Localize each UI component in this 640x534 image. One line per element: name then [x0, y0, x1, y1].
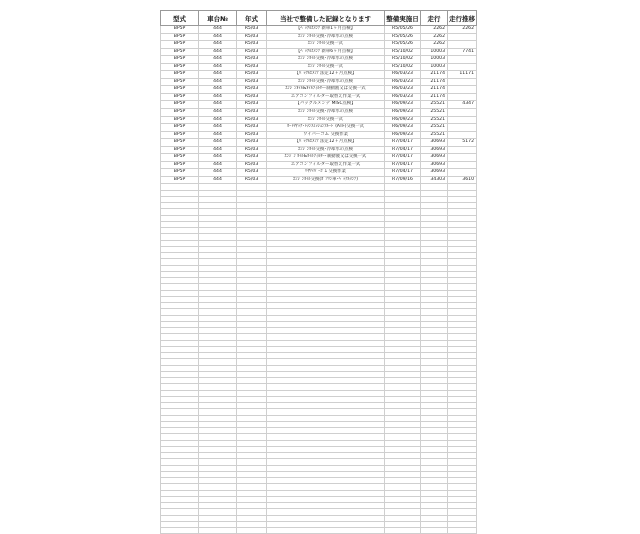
table-row: [161, 71, 477, 79]
table-row: [161, 116, 477, 124]
cell-work-description: エアコンフィルター取替え作業一式: [267, 161, 385, 169]
cell-mileage-trend: [448, 56, 477, 64]
cell-work-description: ｴﾝｼﾞﾝｵｲﾙ交換･冷却水の点検: [267, 109, 385, 117]
cell-model: BP5P: [161, 93, 199, 101]
cell-chassis-number: 444: [199, 71, 237, 79]
cell-model: BP5P: [161, 78, 199, 86]
cell-service-date: R5/05/26: [385, 41, 421, 49]
cell-service-date: R6/09/23: [385, 124, 421, 132]
cell-model: BP5P: [161, 176, 199, 184]
cell-mileage-trend: [448, 131, 477, 139]
cell-model: BP5P: [161, 109, 199, 117]
cell-model: BP5P: [161, 101, 199, 109]
maintenance-record-sheet: [160, 10, 476, 534]
cell-chassis-number: 444: [199, 101, 237, 109]
cell-model-year: R5/03: [237, 139, 267, 147]
cell-mileage: 2262: [421, 33, 448, 41]
table-row: [161, 169, 477, 177]
table-row: [161, 101, 477, 109]
cell-chassis-number: 444: [199, 176, 237, 184]
cell-chassis-number: 444: [199, 78, 237, 86]
record-rows: [161, 26, 477, 184]
cell-mileage: 10003: [421, 56, 448, 64]
cell-service-date: R7/04/17: [385, 161, 421, 169]
header-service-date: 整備実施日: [385, 11, 421, 26]
cell-model-year: R5/03: [237, 154, 267, 162]
table-row: [161, 139, 477, 147]
cell-work-description: ｴﾝｼﾞﾝｵｲﾙ交換･冷却水の点検: [267, 146, 385, 154]
cell-mileage: 25521: [421, 101, 448, 109]
header-chassis-number: 車台№: [199, 11, 237, 26]
cell-work-description: ｴﾝｼﾞﾝｵｲﾙ交換･冷却水の点検: [267, 78, 385, 86]
header-mileage: 走行: [421, 11, 448, 26]
table-row: [161, 93, 477, 101]
cell-chassis-number: 444: [199, 86, 237, 94]
empty-row: [161, 528, 477, 534]
cell-mileage-trend: [448, 86, 477, 94]
cell-model: BP5P: [161, 41, 199, 49]
cell-chassis-number: 444: [199, 33, 237, 41]
cell-chassis-number: 444: [199, 109, 237, 117]
cell-service-date: R7/09/16: [385, 176, 421, 184]
cell-model: BP5P: [161, 139, 199, 147]
table-row: [161, 48, 477, 56]
table-row: [161, 161, 477, 169]
cell-chassis-number: 444: [199, 139, 237, 147]
cell-model-year: R5/03: [237, 146, 267, 154]
cell-service-date: R6/09/23: [385, 116, 421, 124]
cell-service-date: R5/10/02: [385, 63, 421, 71]
cell-mileage-trend: [448, 124, 477, 132]
cell-mileage: 25521: [421, 109, 448, 117]
cell-model: BP5P: [161, 116, 199, 124]
table-row: [161, 86, 477, 94]
cell-work-description: ワイパーゴム 交換作業: [267, 131, 385, 139]
cell-model: BP5P: [161, 26, 199, 34]
empty-cell: [267, 528, 385, 534]
cell-mileage-trend: 2262: [448, 26, 477, 34]
cell-service-date: R7/04/17: [385, 154, 421, 162]
cell-service-date: R6/09/23: [385, 109, 421, 117]
cell-mileage-trend: [448, 93, 477, 101]
cell-work-description: ｴﾝｼﾞﾝｵｲﾙ交換･冷却水の点検: [267, 33, 385, 41]
cell-mileage-trend: [448, 116, 477, 124]
cell-model-year: R5/03: [237, 48, 267, 56]
cell-chassis-number: 444: [199, 41, 237, 49]
table-row: [161, 56, 477, 64]
cell-model-year: R5/03: [237, 33, 267, 41]
empty-cell: [448, 528, 477, 534]
cell-mileage: 21174: [421, 78, 448, 86]
cell-mileage-trend: [448, 41, 477, 49]
cell-mileage-trend: [448, 33, 477, 41]
cell-mileage: 25521: [421, 116, 448, 124]
cell-service-date: R6/03/23: [385, 71, 421, 79]
cell-model: BP5P: [161, 131, 199, 139]
cell-work-description: ｴﾝｼﾞﾝｵｲﾙ交換一式: [267, 116, 385, 124]
cell-mileage-trend: [448, 63, 477, 71]
cell-service-date: R6/03/23: [385, 78, 421, 86]
cell-model: BP5P: [161, 56, 199, 64]
cell-work-description: ﾘﾔﾜｲﾊﾟｰｺﾞﾑ 交換作業: [267, 169, 385, 177]
cell-service-date: R5/10/02: [385, 56, 421, 64]
cell-service-date: R6/03/23: [385, 86, 421, 94]
cell-work-description: 【ﾊﾞｯｸﾙｴﾒﾝﾃ 法定12ヶ月点検】: [267, 71, 385, 79]
cell-mileage-trend: 4347: [448, 101, 477, 109]
cell-model-year: R5/03: [237, 116, 267, 124]
cell-mileage: 21174: [421, 86, 448, 94]
cell-chassis-number: 444: [199, 26, 237, 34]
cell-work-description: エアコンフィルター取替え作業一式: [267, 93, 385, 101]
table-row: [161, 78, 477, 86]
empty-cell: [199, 528, 237, 534]
table-row: [161, 26, 477, 34]
cell-mileage: 30693: [421, 154, 448, 162]
cell-chassis-number: 444: [199, 63, 237, 71]
cell-mileage: 25521: [421, 124, 448, 132]
cell-mileage: 25521: [421, 131, 448, 139]
cell-model-year: R5/03: [237, 176, 267, 184]
maintenance-table: [160, 10, 477, 534]
cell-chassis-number: 444: [199, 161, 237, 169]
cell-mileage: 10003: [421, 48, 448, 56]
cell-work-description: 【ﾍﾞｯｸﾙｴﾒﾝﾃ 新車6ヶ月点検】: [267, 48, 385, 56]
cell-service-date: R7/04/17: [385, 139, 421, 147]
cell-mileage: 30693: [421, 139, 448, 147]
cell-chassis-number: 444: [199, 124, 237, 132]
table-row: [161, 109, 477, 117]
cell-chassis-number: 444: [199, 48, 237, 56]
cell-model-year: R5/03: [237, 93, 267, 101]
cell-model-year: R5/03: [237, 56, 267, 64]
cell-model: BP5P: [161, 169, 199, 177]
empty-cell: [237, 528, 267, 534]
cell-chassis-number: 444: [199, 146, 237, 154]
cell-service-date: R5/05/26: [385, 33, 421, 41]
cell-mileage: 30693: [421, 169, 448, 177]
cell-chassis-number: 444: [199, 169, 237, 177]
cell-mileage-trend: 7741: [448, 48, 477, 56]
cell-model-year: R5/03: [237, 109, 267, 117]
cell-service-date: R6/03/23: [385, 93, 421, 101]
cell-work-description: ｴﾝｼﾞﾝｵｲﾙ交換一式: [267, 41, 385, 49]
cell-chassis-number: 444: [199, 116, 237, 124]
cell-model: BP5P: [161, 33, 199, 41]
empty-cell: [421, 528, 448, 534]
cell-model: BP5P: [161, 71, 199, 79]
cell-mileage-trend: [448, 161, 477, 169]
cell-work-description: ｵｰﾄﾏﾁｯｸ･ﾄﾗﾝｽﾐｯｼｮﾝﾌﾙｰﾄﾞ(ATF)交換一式: [267, 124, 385, 132]
cell-chassis-number: 444: [199, 56, 237, 64]
cell-mileage: 30693: [421, 146, 448, 154]
header-work-record: 当社で整備した記録となります: [267, 11, 385, 26]
cell-model: BP5P: [161, 146, 199, 154]
cell-mileage: 10003: [421, 63, 448, 71]
cell-work-description: 【ﾊﾞｯｸﾙｴﾒﾝﾃ 法定12ヶ月点検】: [267, 139, 385, 147]
cell-model: BP5P: [161, 48, 199, 56]
cell-mileage-trend: [448, 78, 477, 86]
cell-mileage: 2262: [421, 41, 448, 49]
cell-service-date: R6/09/23: [385, 131, 421, 139]
cell-model-year: R5/03: [237, 101, 267, 109]
table-row: [161, 41, 477, 49]
cell-mileage: 21174: [421, 93, 448, 101]
table-row: [161, 63, 477, 71]
cell-service-date: R5/10/02: [385, 48, 421, 56]
cell-model-year: R5/03: [237, 63, 267, 71]
cell-service-date: R7/04/17: [385, 169, 421, 177]
cell-mileage-trend: 5172: [448, 139, 477, 147]
cell-chassis-number: 444: [199, 93, 237, 101]
table-row: [161, 146, 477, 154]
table-row: [161, 154, 477, 162]
cell-service-date: R5/05/26: [385, 26, 421, 34]
header-row: [161, 11, 477, 26]
cell-model-year: R5/03: [237, 26, 267, 34]
cell-mileage: 21174: [421, 71, 448, 79]
cell-model-year: R5/03: [237, 131, 267, 139]
cell-model-year: R5/03: [237, 41, 267, 49]
cell-mileage: 2262: [421, 26, 448, 34]
cell-mileage-trend: [448, 169, 477, 177]
header-mileage-trend: 走行推移: [448, 11, 477, 26]
cell-model-year: R5/03: [237, 169, 267, 177]
cell-model-year: R5/03: [237, 71, 267, 79]
cell-model: BP5P: [161, 154, 199, 162]
cell-model: BP5P: [161, 86, 199, 94]
cell-service-date: R6/09/23: [385, 101, 421, 109]
table-row: [161, 33, 477, 41]
empty-cell: [161, 528, 199, 534]
empty-cell: [385, 528, 421, 534]
cell-work-description: ｴﾝｼﾞﾝｵｲﾙ交換一式: [267, 63, 385, 71]
cell-work-description: 【バックルメンテ MISC点検】: [267, 101, 385, 109]
cell-service-date: R7/04/17: [385, 146, 421, 154]
cell-work-description: 【ﾍﾞｯｸﾙｴﾒﾝﾃ 新車1ヶ月点検】: [267, 26, 385, 34]
cell-mileage-trend: [448, 109, 477, 117]
cell-model-year: R5/03: [237, 161, 267, 169]
cell-mileage-trend: 11171: [448, 71, 477, 79]
cell-model-year: R5/03: [237, 78, 267, 86]
cell-model: BP5P: [161, 124, 199, 132]
cell-work-description: ｴﾝｼﾞﾝｵｲﾙ交換･冷却水の点検: [267, 56, 385, 64]
cell-model-year: R5/03: [237, 86, 267, 94]
cell-mileage: 30693: [421, 161, 448, 169]
cell-mileage-trend: 3610: [448, 176, 477, 184]
cell-chassis-number: 444: [199, 131, 237, 139]
cell-mileage-trend: [448, 146, 477, 154]
cell-work-description: ｴﾝｼﾞﾝ ｵｲﾙ&ｵｲﾙﾌｨﾙﾀｰ･制動液又は交換一式: [267, 154, 385, 162]
table-row: [161, 176, 477, 184]
header-model: 型式: [161, 11, 199, 26]
cell-chassis-number: 444: [199, 154, 237, 162]
cell-model: BP5P: [161, 161, 199, 169]
cell-model-year: R5/03: [237, 124, 267, 132]
cell-mileage-trend: [448, 154, 477, 162]
table-row: [161, 131, 477, 139]
header-model-year: 年式: [237, 11, 267, 26]
cell-mileage: 34303: [421, 176, 448, 184]
cell-work-description: ｴﾝｼﾞﾝｵｲﾙ交換(ｶﾞｿﾘﾝ車･ﾍﾞｯｸﾙﾒﾝﾃ): [267, 176, 385, 184]
empty-rows: [161, 184, 477, 534]
cell-work-description: ｴﾝｼﾞﾝｵｲﾙ&ｵｲﾙﾌｨﾙﾀｰ･制動液又は交換一式: [267, 86, 385, 94]
table-row: [161, 124, 477, 132]
cell-model: BP5P: [161, 63, 199, 71]
